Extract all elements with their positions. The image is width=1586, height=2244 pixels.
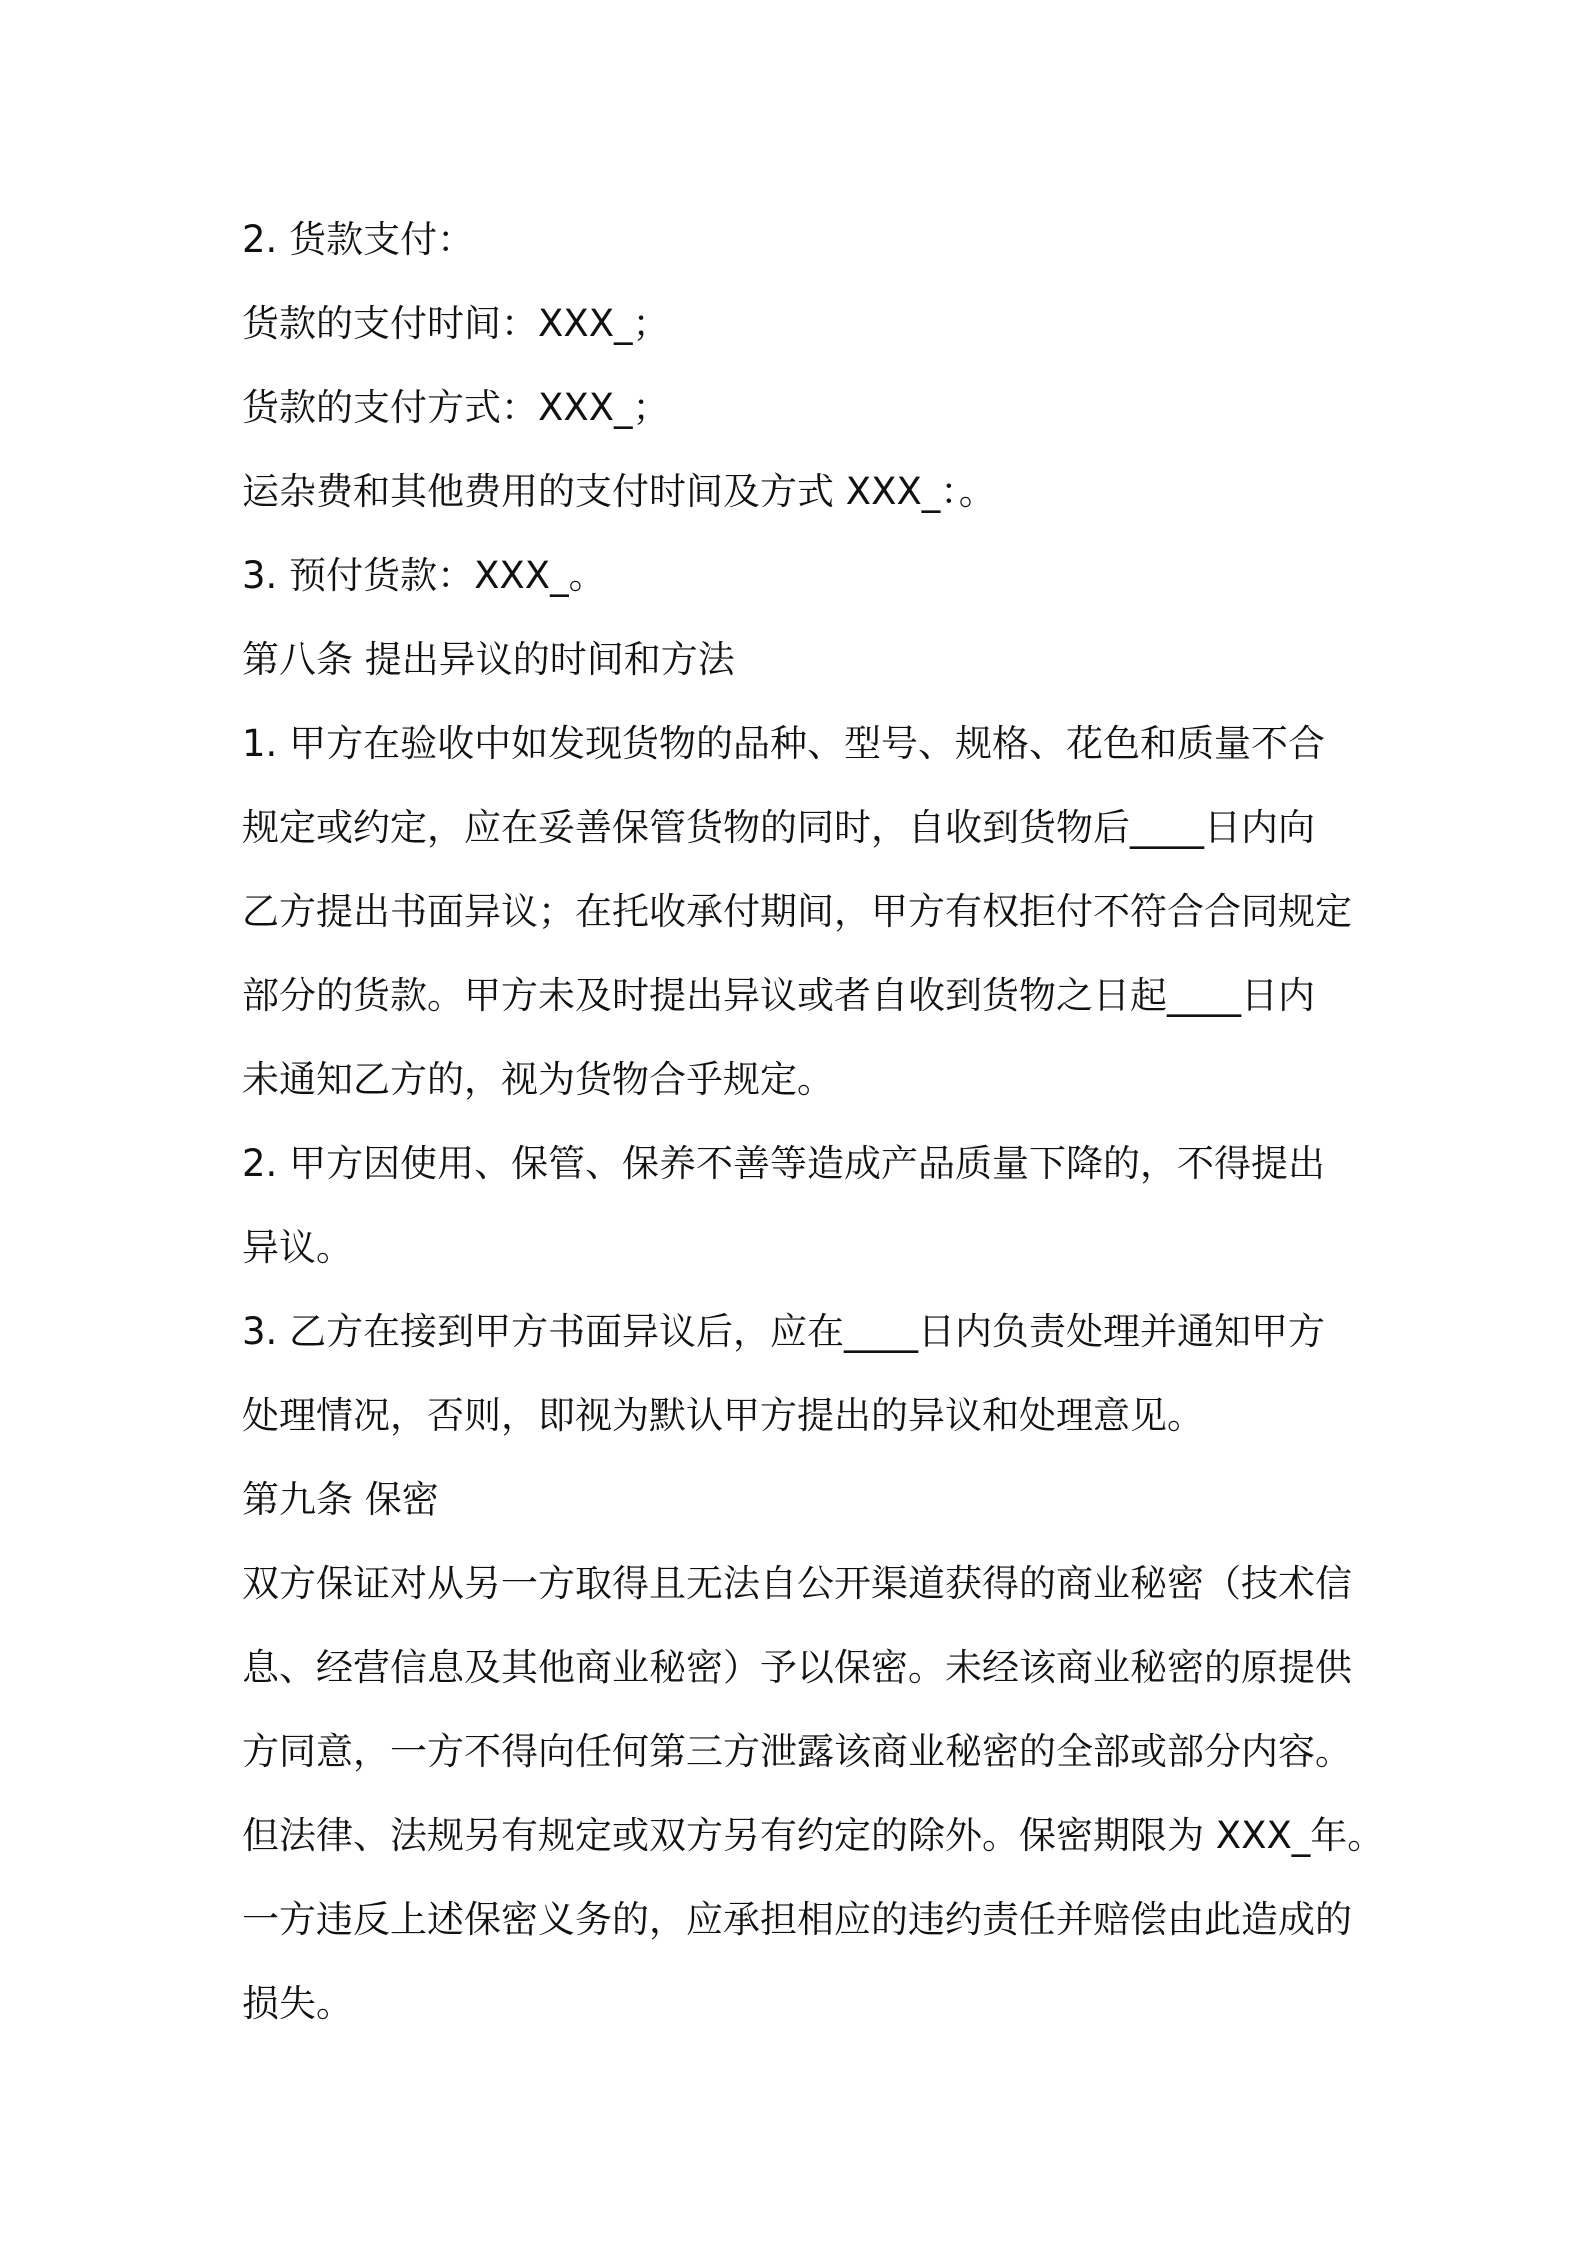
article-8-paragraph-line: 异议。 xyxy=(242,1226,353,1269)
article-9-paragraph-line: 方同意，一方不得向任何第三方泄露该商业秘密的全部或部分内容。 xyxy=(242,1730,1352,1773)
article-8-paragraph-line: 1. 甲方在验收中如发现货物的品种、型号、规格、花色和质量不合 xyxy=(242,722,1326,765)
document-body xyxy=(242,198,1385,2046)
article-9-paragraph-line: 息、经营信息及其他商业秘密）予以保密。未经该商业秘密的原提供 xyxy=(242,1646,1352,1689)
article-9-paragraph-line: 一方违反上述保密义务的，应承担相应的违约责任并赔偿由此造成的 xyxy=(242,1898,1352,1941)
freight-payment-line: 运杂费和其他费用的支付时间及方式 XXX_：。 xyxy=(242,470,996,513)
article-8-paragraph-line: 乙方提出书面异议；在托收承付期间，甲方有权拒付不符合合同规定 xyxy=(242,890,1352,933)
article-8-paragraph-line: 2. 甲方因使用、保管、保养不善等造成产品质量下降的，不得提出 xyxy=(242,1142,1326,1185)
payment-heading: 2. 货款支付： xyxy=(242,218,475,261)
article-8-paragraph-line: 处理情况，否则，即视为默认甲方提出的异议和处理意见。 xyxy=(242,1394,1204,1437)
article-8-paragraph-line: 未通知乙方的，视为货物合乎规定。 xyxy=(242,1058,834,1101)
article-8-title: 第八条 提出异议的时间和方法 xyxy=(242,638,735,681)
article-9-paragraph-line: 双方保证对从另一方取得且无法自公开渠道获得的商业秘密（技术信 xyxy=(242,1562,1352,1605)
article-9-title: 第九条 保密 xyxy=(242,1478,439,1521)
prepayment-line: 3. 预付货款：XXX_。 xyxy=(242,554,606,597)
article-8-paragraph-line: 部分的货款。甲方未及时提出异议或者自收到货物之日起____日内 xyxy=(242,974,1315,1017)
article-8-paragraph-line: 3. 乙方在接到甲方书面异议后，应在____日内负责处理并通知甲方 xyxy=(242,1310,1326,1353)
article-8-paragraph-line: 规定或约定，应在妥善保管货物的同时，自收到货物后____日内向 xyxy=(242,806,1315,849)
payment-time-line: 货款的支付时间：XXX_； xyxy=(242,302,670,345)
payment-method-line: 货款的支付方式：XXX_； xyxy=(242,386,670,429)
article-9-paragraph-line: 损失。 xyxy=(242,1982,353,2025)
article-9-paragraph-line: 但法律、法规另有规定或双方另有约定的除外。保密期限为 XXX_年。 xyxy=(242,1814,1385,1857)
